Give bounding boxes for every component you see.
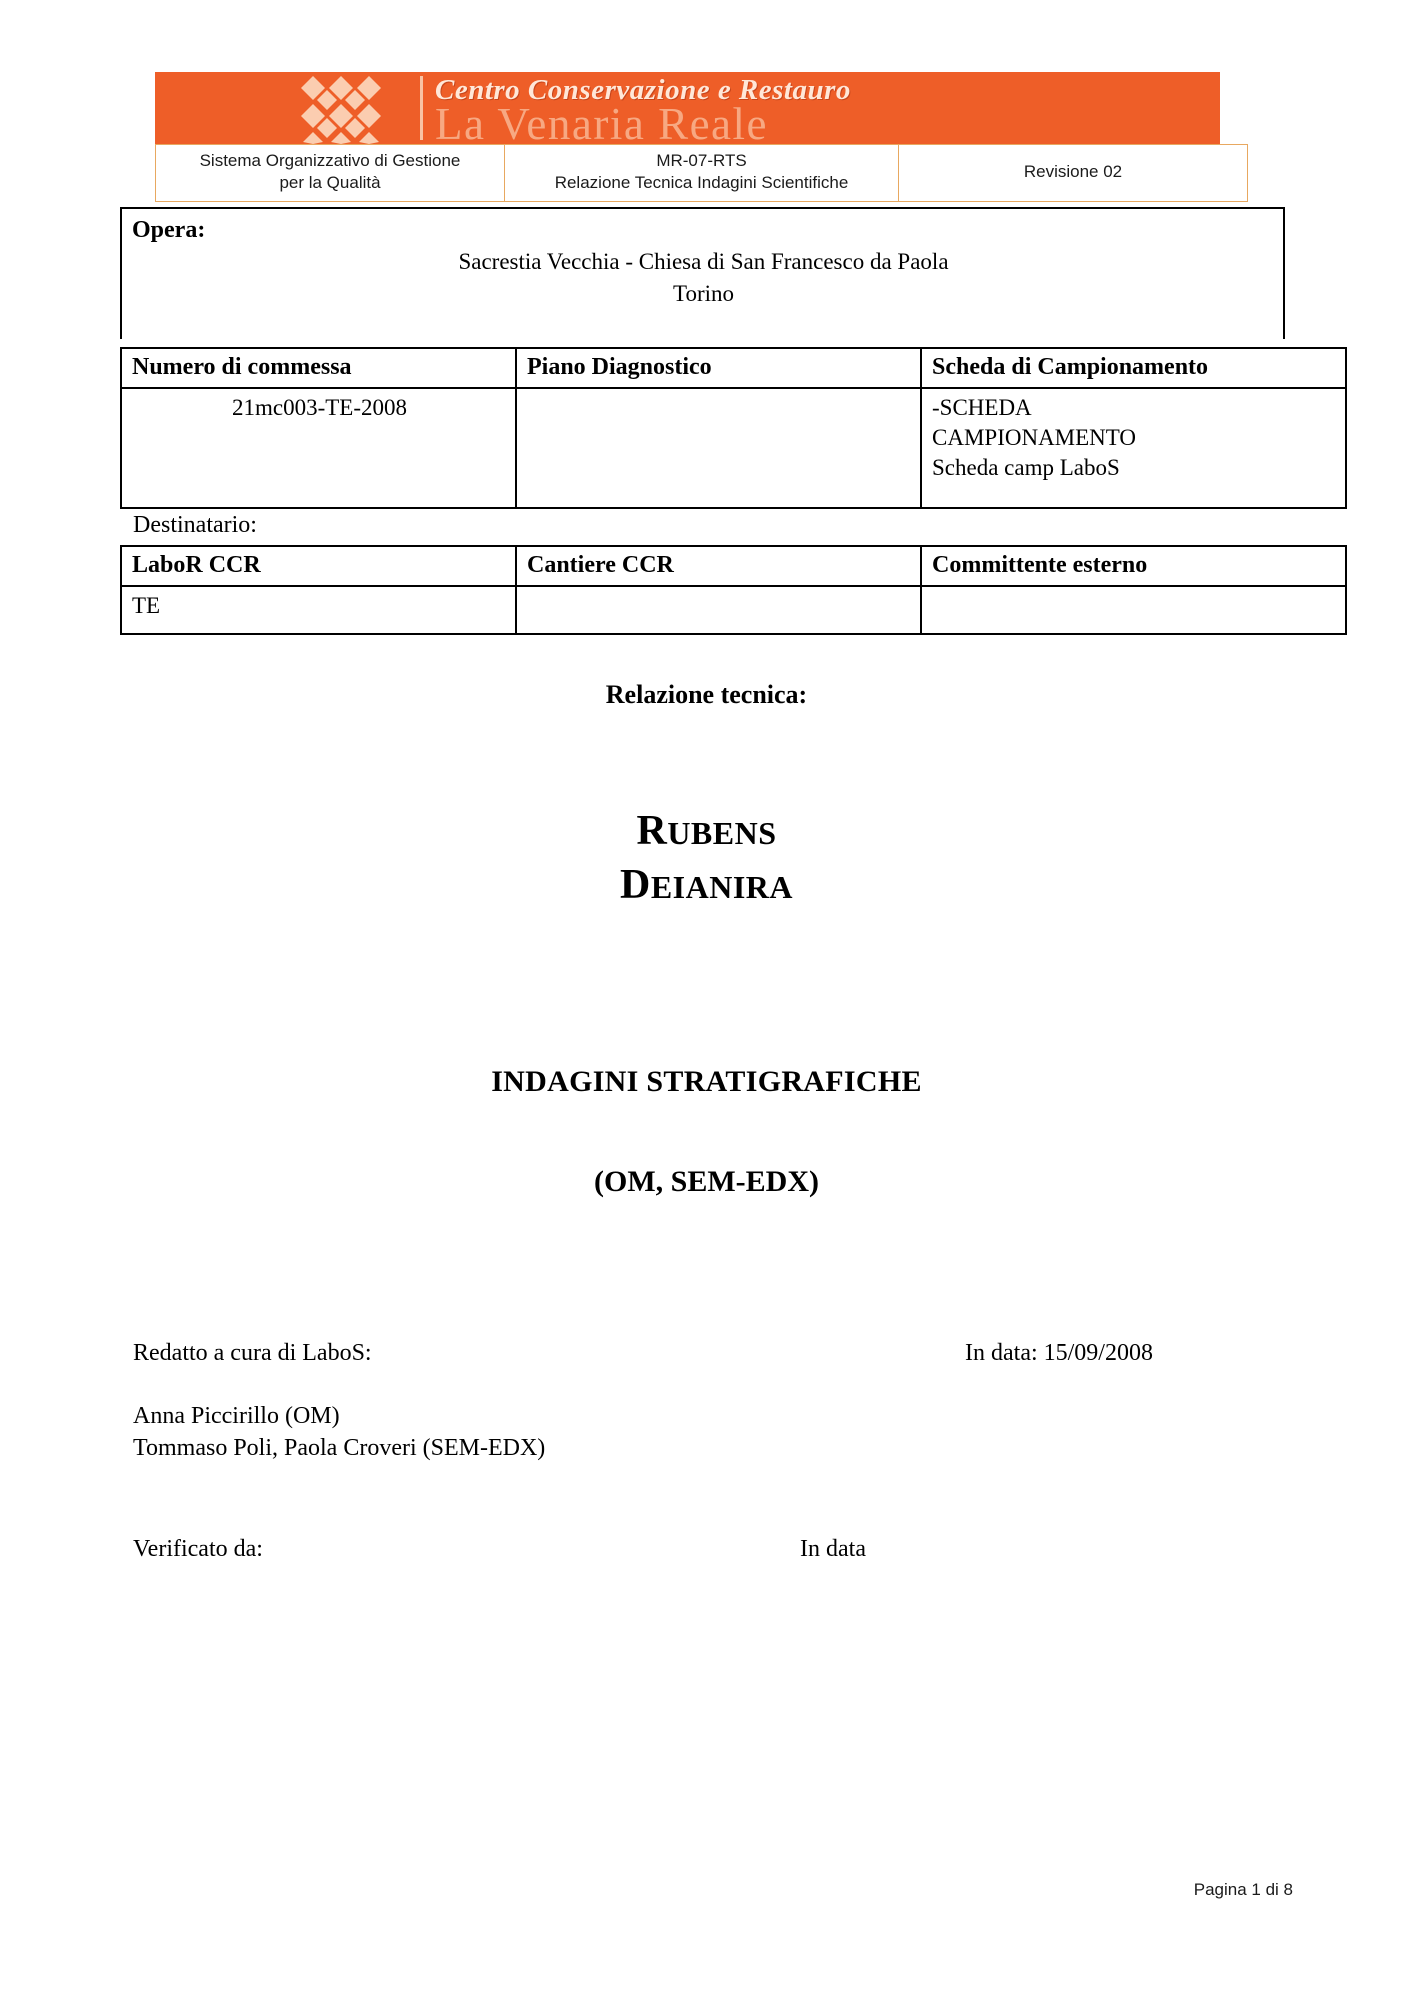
table-header-row [121, 546, 1346, 586]
document-title: Relazione Tecnica Indagini Scientifiche [554, 173, 849, 192]
quality-system-cell [156, 145, 505, 202]
header-cantiere-ccr: Cantiere CCR [516, 546, 921, 586]
destinatario-label: Destinatario: [133, 512, 257, 538]
relazione-tecnica-label: Relazione tecnica: [605, 680, 808, 709]
header-scheda-campionamento: Scheda di Campionamento [921, 348, 1346, 388]
opera-label: Opera: [132, 217, 206, 243]
section-title: INDAGINI STRATIGRAFICHE [491, 1065, 922, 1098]
work-title-line2-rest: EIANIRA [650, 869, 794, 905]
logo-banner [155, 72, 1220, 144]
commessa-table [120, 347, 1347, 509]
revision-cell [899, 145, 1248, 202]
value-numero-commessa: 21mc003-TE-2008 [121, 388, 516, 508]
value-committente-esterno [921, 586, 1346, 634]
destinatario-table [120, 545, 1347, 635]
verificato-label: Verificato da: [133, 1536, 263, 1562]
opera-cell [121, 208, 1284, 339]
value-labor-ccr: TE [121, 586, 516, 634]
author-1: Anna Piccirillo (OM) [133, 1403, 340, 1429]
value-cantiere-ccr [516, 586, 921, 634]
header-committente-esterno: Committente esterno [921, 546, 1346, 586]
scheda-line1: -SCHEDA [932, 395, 1032, 420]
author-list [133, 1400, 545, 1464]
logo-text [435, 72, 1216, 144]
logo-line-centro: Centro Conservazione e Restauro [435, 74, 851, 106]
table-row [156, 145, 1248, 202]
revision-label: Revisione 02 [1023, 162, 1123, 181]
header-labor-ccr: LaboR CCR [121, 546, 516, 586]
document-header [155, 72, 1220, 202]
value-scheda-campionamento [921, 388, 1346, 508]
header-numero-commessa: Numero di commessa [121, 348, 516, 388]
redatto-date: In data: 15/09/2008 [965, 1340, 1153, 1366]
section-subtitle: (OM, SEM-EDX) [594, 1165, 819, 1198]
table-header-row [121, 348, 1346, 388]
value-piano-diagnostico [516, 388, 921, 508]
opera-line1: Sacrestia Vecchia - Chiesa di San Francesco da Paola [458, 249, 949, 274]
logo-line-venaria: La Venaria Reale [435, 99, 769, 144]
work-title-line1-rest: UBENS [667, 815, 777, 851]
scheda-line2: CAMPIONAMENTO [932, 425, 1137, 450]
opera-line2: Torino [673, 281, 734, 306]
work-title [0, 805, 1413, 913]
page-number: Pagina 1 di 8 [1193, 1880, 1293, 1899]
table-row [121, 586, 1346, 634]
table-row [121, 208, 1284, 339]
scheda-line3: Scheda camp LaboS [932, 455, 1120, 480]
document-code-cell [505, 145, 899, 202]
header-info-table [155, 144, 1248, 202]
banner-divider [420, 76, 423, 140]
document-code: MR-07-RTS [656, 151, 747, 170]
quality-system-line1: Sistema Organizzativo di Gestione [199, 151, 461, 170]
table-row [121, 388, 1346, 508]
work-title-line1 [0, 805, 1413, 859]
diamond-pattern-icon [295, 72, 405, 144]
work-title-line2-cap: D [619, 862, 651, 908]
work-title-line2 [0, 859, 1413, 913]
author-2: Tommaso Poli, Paola Croveri (SEM-EDX) [133, 1435, 546, 1461]
quality-system-line2: per la Qualità [279, 173, 381, 192]
redatto-label: Redatto a cura di LaboS: [133, 1340, 372, 1366]
header-piano-diagnostico: Piano Diagnostico [516, 348, 921, 388]
work-title-line1-cap: R [636, 808, 668, 854]
opera-table [120, 207, 1285, 339]
verificato-date: In data [800, 1536, 866, 1562]
